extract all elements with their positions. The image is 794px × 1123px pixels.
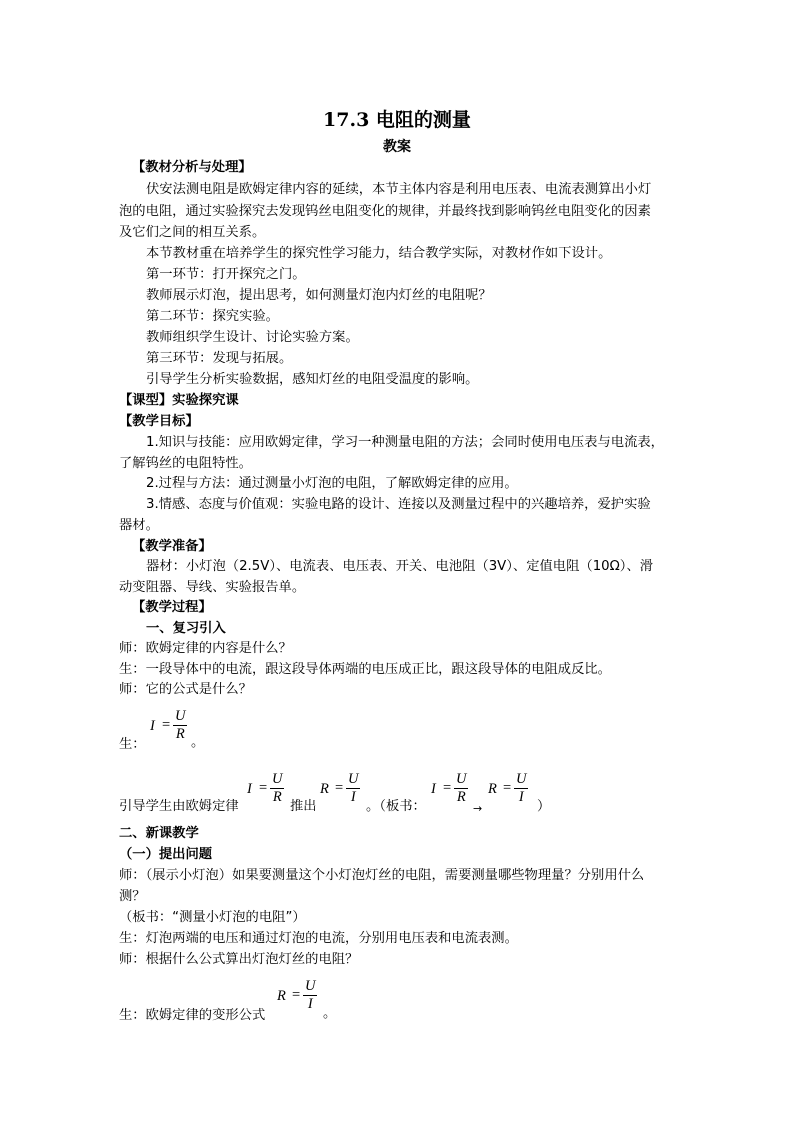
symbol-equals: =	[259, 780, 268, 796]
new-lesson-heading: 二、新课教学	[119, 826, 199, 841]
guide-text-mid: 推出	[290, 799, 317, 814]
symbol-equals: =	[335, 780, 344, 796]
board-note: （板书：“测量小灯泡的电阻”）	[119, 910, 306, 925]
stage-1: 第一环节：打开探究之门。	[146, 267, 306, 282]
symbol-resistance: R	[277, 988, 286, 1004]
teacher-question-3-line-1: 师：（展示小灯泡）如果要测量这个小灯泡灯丝的电阻，需要测量哪些物理量？分别用什么	[119, 868, 645, 883]
numerator: U	[305, 978, 316, 994]
symbol-current: I	[431, 781, 436, 797]
symbol-equals: =	[443, 780, 452, 796]
symbol-current: I	[247, 781, 252, 797]
stage-2-desc: 教师组织学生设计、讨论实验方案。	[146, 330, 359, 345]
review-heading: 一、复习引入	[146, 621, 226, 636]
analysis-line-3: 及它们之间的相互关系。	[119, 225, 266, 240]
denominator: I	[350, 789, 356, 805]
goals-heading: 【教学目标】	[119, 414, 199, 429]
fraction-u-over-i	[346, 771, 360, 806]
student-answer-4-suffix: 。	[323, 1006, 337, 1021]
arrow-icon: →	[473, 802, 483, 815]
teacher-question-2: 师：它的公式是什么？	[119, 682, 252, 697]
analysis-line-1: 伏安法测电阻是欧姆定律内容的延续，本节主体内容是利用电压表、电流表测算出小灯	[146, 182, 652, 197]
page-title: 17.3 电阻的测量	[323, 109, 471, 131]
symbol-current: I	[150, 718, 155, 734]
process-heading: 【教学过程】	[132, 600, 212, 615]
fraction-u-over-r	[454, 771, 468, 806]
analysis-heading: 【教材分析与处理】	[132, 160, 252, 175]
guide-text-board: 。（板书：	[366, 799, 426, 814]
symbol-resistance: R	[488, 781, 497, 797]
guide-text-end: ）	[537, 799, 551, 814]
stage-2: 第二环节：探究实验。	[146, 309, 279, 324]
numerator: U	[175, 708, 186, 724]
fraction-u-over-i	[514, 771, 528, 806]
prep-line-1: 器材：小灯泡（2.5V）、电流表、电压表、开关、电池阻（3V）、定值电阻（10Ω）、滑	[146, 559, 654, 574]
student-answer-2-prefix: 生：	[119, 737, 146, 752]
denominator: R	[175, 726, 185, 742]
teacher-question-1: 师：欧姆定律的内容是什么？	[119, 641, 292, 656]
prep-line-2: 动变阻器、导线、实验报告单。	[119, 580, 306, 595]
lesson-type: 【课型】实验探究课	[119, 393, 239, 408]
numerator: U	[348, 771, 359, 787]
fraction-u-over-r	[173, 708, 187, 743]
goal-3-line-2: 器材。	[119, 518, 159, 533]
goal-3-line-1: 3.情感、态度与价值观：实验电路的设计、连接以及测量过程中的兴趣培养，爱护实验	[146, 497, 651, 512]
goal-2: 2.过程与方法：通过测量小灯泡的电阻，了解欧姆定律的应用。	[146, 476, 518, 491]
analysis-line-2: 泡的电阻，通过实验探究去发现钨丝电阻变化的规律，并最终找到影响钨丝电阻变化的因素	[119, 204, 651, 219]
guide-text-prefix: 引导学生由欧姆定律	[119, 799, 239, 814]
student-answer-1: 生：一段导体中的电流，跟这段导体两端的电压成正比，跟这段导体的电阻成反比。	[119, 662, 611, 677]
symbol-equals: =	[162, 717, 171, 733]
student-answer-4-prefix: 生：欧姆定律的变形公式	[119, 1008, 266, 1023]
question-heading: （一）提出问题	[119, 847, 213, 862]
denominator: I	[518, 789, 524, 805]
fraction-u-over-i	[303, 978, 317, 1013]
stage-3: 第三环节：发现与拓展。	[146, 351, 293, 366]
symbol-resistance: R	[320, 781, 329, 797]
page-subtitle: 教案	[383, 139, 411, 155]
prep-heading: 【教学准备】	[132, 539, 212, 554]
analysis-para-2: 本节教材重在培养学生的探究性学习能力，结合教学实际，对教材作如下设计。	[146, 246, 612, 261]
symbol-equals: =	[292, 987, 301, 1003]
student-answer-3: 生：灯泡两端的电压和通过灯泡的电流，分别用电压表和电流表测。	[119, 931, 518, 946]
goal-1-line-1: 1.知识与技能：应用欧姆定律，学习一种测量电阻的方法；会同时使用电压表与电流表，	[146, 435, 664, 450]
numerator: U	[272, 771, 283, 787]
stage-3-desc: 引导学生分析实验数据，感知灯丝的电阻受温度的影响。	[146, 372, 479, 387]
denominator: R	[272, 789, 282, 805]
numerator: U	[456, 771, 467, 787]
symbol-equals: =	[503, 780, 512, 796]
stage-1-desc: 教师展示灯泡，提出思考，如何测量灯泡内灯丝的电阻呢？	[146, 288, 492, 303]
student-answer-2-suffix: 。	[191, 735, 205, 750]
teacher-question-4: 师：根据什么公式算出灯泡灯丝的电阻？	[119, 952, 359, 967]
numerator: U	[516, 771, 527, 787]
denominator: R	[456, 789, 466, 805]
goal-1-line-2: 了解钨丝的电阻特性。	[119, 456, 252, 471]
denominator: I	[307, 996, 313, 1012]
teacher-question-3-line-2: 测？	[119, 889, 146, 904]
fraction-u-over-r	[270, 771, 284, 806]
